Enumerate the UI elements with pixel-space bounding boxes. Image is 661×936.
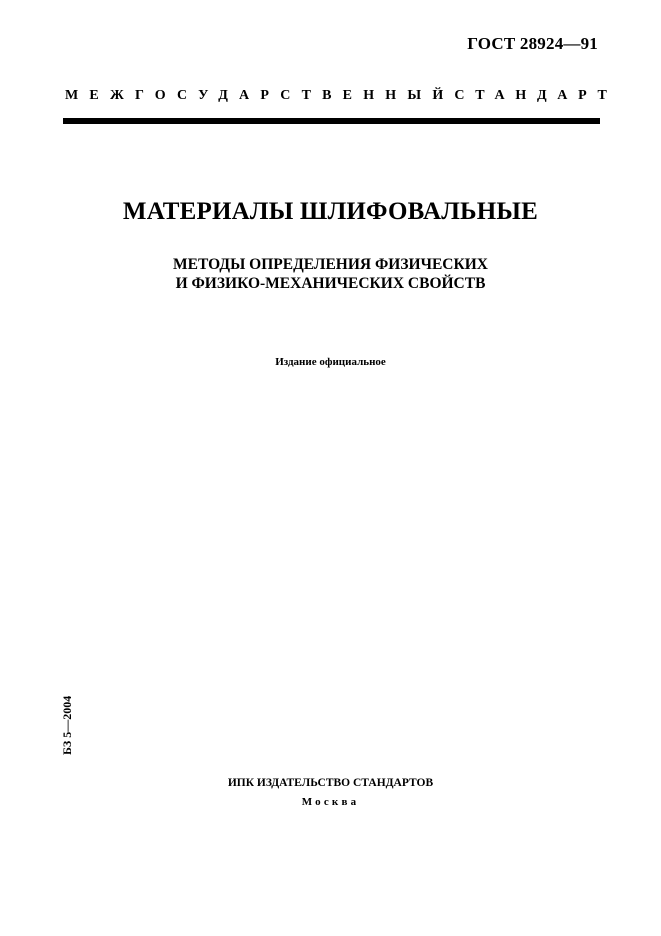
header-word-interstate: МЕЖГОСУДАРСТВЕННЫЙ — [65, 88, 455, 103]
publisher-name: ИПК ИЗДАТЕЛЬСТВО СТАНДАРТОВ — [227, 777, 434, 789]
standard-type-header — [65, 88, 618, 104]
header-word-standard: СТАНДАРТ — [454, 88, 618, 103]
edition-note: Издание официальное — [275, 356, 386, 368]
document-subtitle-line-1: МЕТОДЫ ОПРЕДЕЛЕНИЯ ФИЗИЧЕСКИХ — [173, 256, 488, 273]
side-catalog-code: БЗ 5—2004 — [60, 695, 74, 755]
header-rule — [63, 118, 600, 124]
document-code: ГОСТ 28924—91 — [467, 34, 598, 53]
publisher-city: Москва — [301, 796, 360, 808]
document-subtitle-line-2: И ФИЗИКО-МЕХАНИЧЕСКИХ СВОЙСТВ — [175, 275, 486, 292]
document-title: МАТЕРИАЛЫ ШЛИФОВАЛЬНЫЕ — [122, 198, 539, 225]
